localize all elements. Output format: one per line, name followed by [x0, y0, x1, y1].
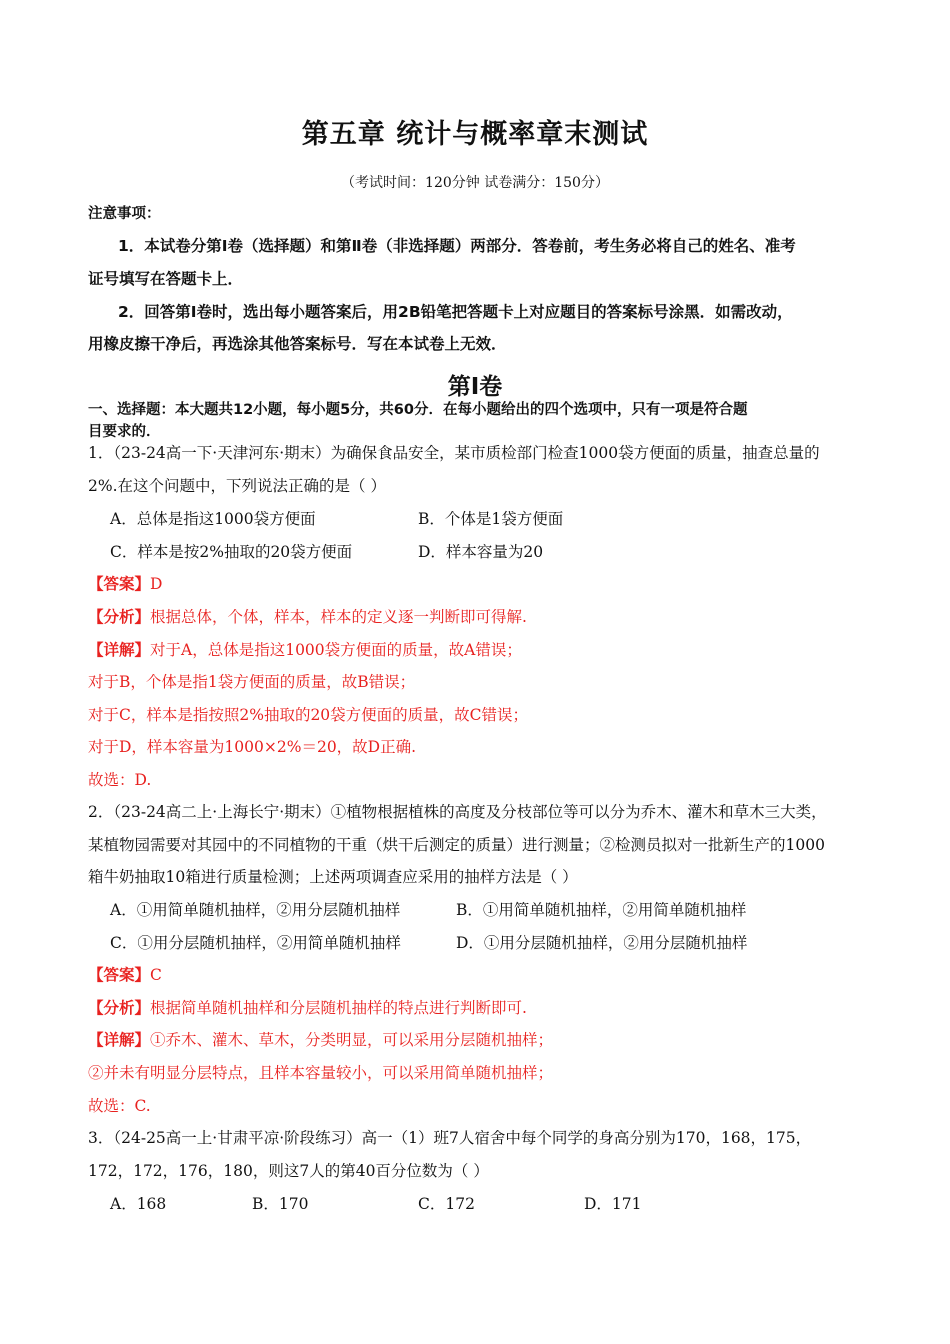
section-title: 第Ⅰ卷	[447, 374, 503, 400]
section-intro-line-1: 一、选择题：本大题共12小题，每小题5分，共60分．在每小题给出的四个选项中，只有一项是符合题	[88, 402, 748, 418]
q3-option-b: B．170	[252, 1195, 309, 1213]
notice-item-1-line-1: 1．本试卷分第Ⅰ卷（选择题）和第Ⅱ卷（非选择题）两部分．答卷前，考生务必将自己的姓名、准考	[118, 237, 796, 255]
section-intro-line-2: 目要求的．	[88, 424, 161, 440]
q3-stem-line-1: 3．（24-25高一上·甘肃平凉·阶段练习）高一（1）班7人宿舍中每个同学的身高分别为170，168，175，	[88, 1129, 812, 1147]
answer-tag: 【答案】	[88, 965, 151, 984]
q2-option-a: A．①用简单随机抽样，②用分层随机抽样	[110, 901, 401, 919]
detail-tag: 【详解】	[88, 1030, 151, 1049]
q1-detail-1	[88, 640, 522, 660]
q1-option-d: D．样本容量为20	[418, 543, 544, 561]
detail-tag: 【详解】	[88, 640, 151, 659]
notice-item-2-line-2: 用橡皮擦干净后，再选涂其他答案标号．写在本试卷上无效．	[88, 335, 507, 353]
q1-option-c: C．样本是按2%抽取的20袋方便面	[110, 543, 353, 561]
notice-item-2-line-1: 2．回答第Ⅰ卷时，选出每小题答案后，用2B铅笔把答题卡上对应题目的答案标号涂黑．如需改动，	[118, 303, 793, 321]
q2-stem-line-2: 某植物园需要对其园中的不同植物的干重（烘干后测定的质量）进行测量；②检测员拟对一批新生产的1000	[88, 836, 825, 854]
q2-answer	[88, 965, 162, 985]
q1-stem-line-1: 1．（23-24高一下·天津河东·期末）为确保食品安全，某市质检部门检查1000袋方便面的质量，抽查总量的	[88, 444, 820, 462]
q2-option-c: C．①用分层随机抽样，②用简单随机抽样	[110, 934, 401, 952]
q2-detail-2: ②并未有明显分层特点，且样本容量较小，可以采用简单随机抽样；	[88, 1064, 554, 1082]
q1-stem-line-2: 2%.在这个问题中，下列说法正确的是（ ）	[88, 477, 386, 495]
q2-choice: 故选：C.	[88, 1097, 151, 1115]
q2-option-d: D．①用分层随机抽样，②用分层随机抽样	[456, 934, 748, 952]
detail-text: ①乔木、灌木、草木，分类明显，可以采用分层随机抽样；	[150, 1031, 554, 1049]
q1-detail-3: 对于C，样本是指按照2%抽取的20袋方便面的质量，故C错误；	[88, 706, 529, 724]
q3-stem-line-2: 172，172，176，180，则这7人的第40百分位数为（ ）	[88, 1162, 489, 1180]
page-title: 第五章 统计与概率章末测试	[301, 119, 649, 150]
q1-answer	[88, 574, 162, 594]
q1-analysis	[88, 607, 527, 627]
q2-stem-line-1: 2．（23-24高二上·上海长宁·期末）①植物根据植株的高度及分枝部位等可以分为乔木、灌木和草木三大类，	[88, 803, 827, 821]
q3-option-a: A．168	[110, 1195, 167, 1213]
answer-value: C	[150, 966, 162, 984]
q1-option-b: B．个体是1袋方便面	[418, 510, 564, 528]
exam-info: （考试时间：120分钟 试卷满分：150分）	[341, 175, 609, 191]
q2-analysis	[88, 998, 527, 1018]
notice-heading: 注意事项：	[88, 206, 161, 222]
q2-stem-line-3: 箱牛奶抽取10箱进行质量检测；上述两项调查应采用的抽样方法是（ ）	[88, 868, 578, 886]
q1-option-a: A．总体是指这1000袋方便面	[110, 510, 316, 528]
analysis-text: 根据总体，个体，样本，样本的定义逐一判断即可得解.	[150, 608, 527, 626]
q1-detail-2: 对于B，个体是指1袋方便面的质量，故B错误；	[88, 673, 416, 691]
answer-value: D	[150, 575, 163, 593]
q1-choice: 故选：D.	[88, 771, 152, 789]
analysis-tag: 【分析】	[88, 607, 151, 626]
analysis-text: 根据简单随机抽样和分层随机抽样的特点进行判断即可.	[150, 999, 527, 1017]
q2-detail-1	[88, 1030, 553, 1050]
notice-item-1-line-2: 证号填写在答题卡上．	[88, 270, 244, 288]
answer-tag: 【答案】	[88, 574, 151, 593]
analysis-tag: 【分析】	[88, 998, 151, 1017]
q3-option-d: D．171	[584, 1195, 642, 1213]
q3-option-c: C．172	[418, 1195, 475, 1213]
q1-detail-4: 对于D，样本容量为1000×2%＝20，故D正确.	[88, 738, 417, 756]
q2-option-b: B．①用简单随机抽样，②用简单随机抽样	[456, 901, 747, 919]
detail-text: 对于A，总体是指这1000袋方便面的质量，故A错误；	[150, 641, 522, 659]
